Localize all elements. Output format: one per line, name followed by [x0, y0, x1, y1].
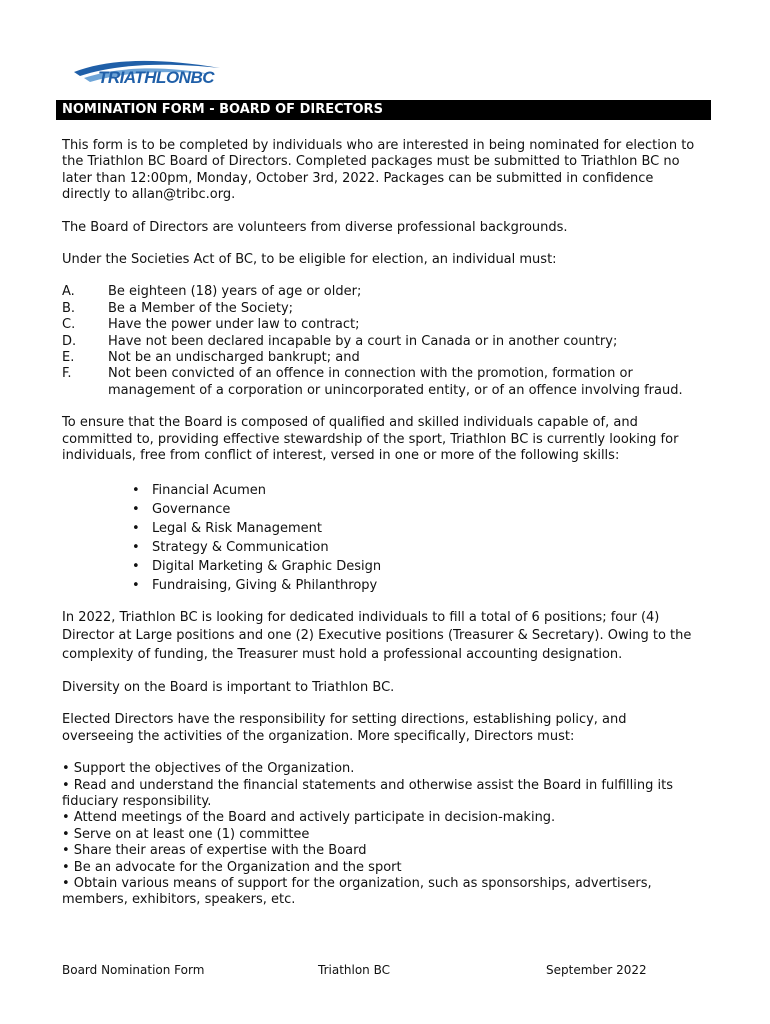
- page-title: NOMINATION FORM - BOARD OF DIRECTORS: [56, 100, 711, 120]
- bullet-icon: •: [132, 539, 140, 555]
- duties-list: [62, 761, 702, 909]
- skill-text: Financial Acumen: [152, 482, 267, 498]
- page-footer: [62, 963, 662, 981]
- triathlon-bc-logo: [70, 56, 230, 92]
- list-item: • Share their areas of expertise with the Board: [62, 843, 367, 859]
- bullet-icon: •: [132, 577, 140, 593]
- bullet-icon: •: [132, 501, 140, 517]
- footer-left: Board Nomination Form: [62, 963, 205, 977]
- list-letter: E.: [62, 350, 75, 366]
- list-letter: A.: [62, 284, 75, 300]
- responsibility-paragraph: Elected Directors have the responsibility for setting directions, establishing policy, and overseeing the activities of the organization. More specifically, Directors must:: [62, 712, 627, 744]
- footer-center: Triathlon BC: [318, 963, 390, 977]
- list-item: • Serve on at least one (1) committee: [62, 826, 310, 842]
- volunteers-paragraph: The Board of Directors are volunteers from diverse professional backgrounds.: [62, 219, 568, 235]
- list-item: [132, 576, 702, 595]
- positions-paragraph: In 2022, Triathlon BC is looking for dedicated individuals to fill a total of 6 positions; four (4) Director at Large positions and one (2) Executive positions (Treasurer & Secretary). Owing to the complexity of funding, the Treasurer must hold a professional accounting designation.: [62, 609, 692, 662]
- list-item: [132, 500, 702, 519]
- list-item: [62, 301, 702, 317]
- list-item: [132, 519, 702, 538]
- list-item: • Support the objectives of the Organization.: [62, 761, 355, 777]
- list-letter: D.: [62, 333, 77, 349]
- skill-text: Fundraising, Giving & Philanthropy: [152, 577, 378, 593]
- skills-list: [62, 481, 702, 595]
- eligibility-list: [62, 284, 702, 399]
- list-item: [132, 538, 702, 557]
- skills-intro: To ensure that the Board is composed of qualified and skilled individuals capable of, and committed to, providing effective stewardship of the sport, Triathlon BC is currently looking for individuals, free from conflict of interest, versed in one or more of the following skills:: [62, 415, 679, 464]
- list-text: Be eighteen (18) years of age or older;: [108, 284, 362, 300]
- bullet-icon: •: [132, 482, 140, 498]
- list-text: Not been convicted of an offence in connection with the promotion, formation or management of a corporation or unincorporated entity, or of an offence involving fraud.: [108, 366, 683, 398]
- footer-right: September 2022: [546, 963, 647, 977]
- list-item: • Read and understand the financial statements and otherwise assist the Board in fulfilling its fiduciary responsibility.: [62, 777, 673, 810]
- list-item: [62, 366, 702, 399]
- list-item: [132, 481, 702, 500]
- diversity-paragraph: Diversity on the Board is important to Triathlon BC.: [62, 680, 395, 695]
- list-text: Be a Member of the Society;: [108, 300, 294, 316]
- list-text: Have not been declared incapable by a court in Canada or in another country;: [108, 333, 618, 349]
- skill-text: Digital Marketing & Graphic Design: [152, 558, 382, 574]
- skill-text: Governance: [152, 501, 231, 517]
- skill-text: Legal & Risk Management: [152, 520, 322, 536]
- list-letter: F.: [62, 366, 72, 382]
- list-letter: C.: [62, 317, 76, 333]
- list-text: Not be an undischarged bankrupt; and: [108, 350, 360, 366]
- list-item: • Be an advocate for the Organization and the sport: [62, 859, 402, 875]
- list-item: [132, 557, 702, 576]
- list-text: Have the power under law to contract;: [108, 317, 360, 333]
- list-item: [62, 334, 702, 350]
- list-letter: B.: [62, 300, 76, 316]
- list-item: • Attend meetings of the Board and actively participate in decision-making.: [62, 810, 556, 826]
- eligibility-intro: Under the Societies Act of BC, to be eligible for election, an individual must:: [62, 252, 557, 268]
- list-item: [62, 317, 702, 333]
- intro-paragraph: This form is to be completed by individuals who are interested in being nominated for election to the Triathlon BC Board of Directors. Completed packages must be submitted to Triathlon BC no later than 12:00pm, Monday, October 3rd, 2022. Packages can be submitted in confidence directly to allan@tribc.org.: [62, 138, 695, 203]
- logo-text: TRIATHLONBC: [98, 68, 214, 87]
- list-item: [62, 284, 702, 300]
- list-item: [62, 350, 702, 366]
- bullet-icon: •: [132, 520, 140, 536]
- skill-text: Strategy & Communication: [152, 539, 329, 555]
- list-item: • Obtain various means of support for the organization, such as sponsorships, advertisers, members, exhibitors, speakers, etc.: [62, 876, 652, 908]
- document-body: [62, 138, 702, 909]
- bullet-icon: •: [132, 558, 140, 574]
